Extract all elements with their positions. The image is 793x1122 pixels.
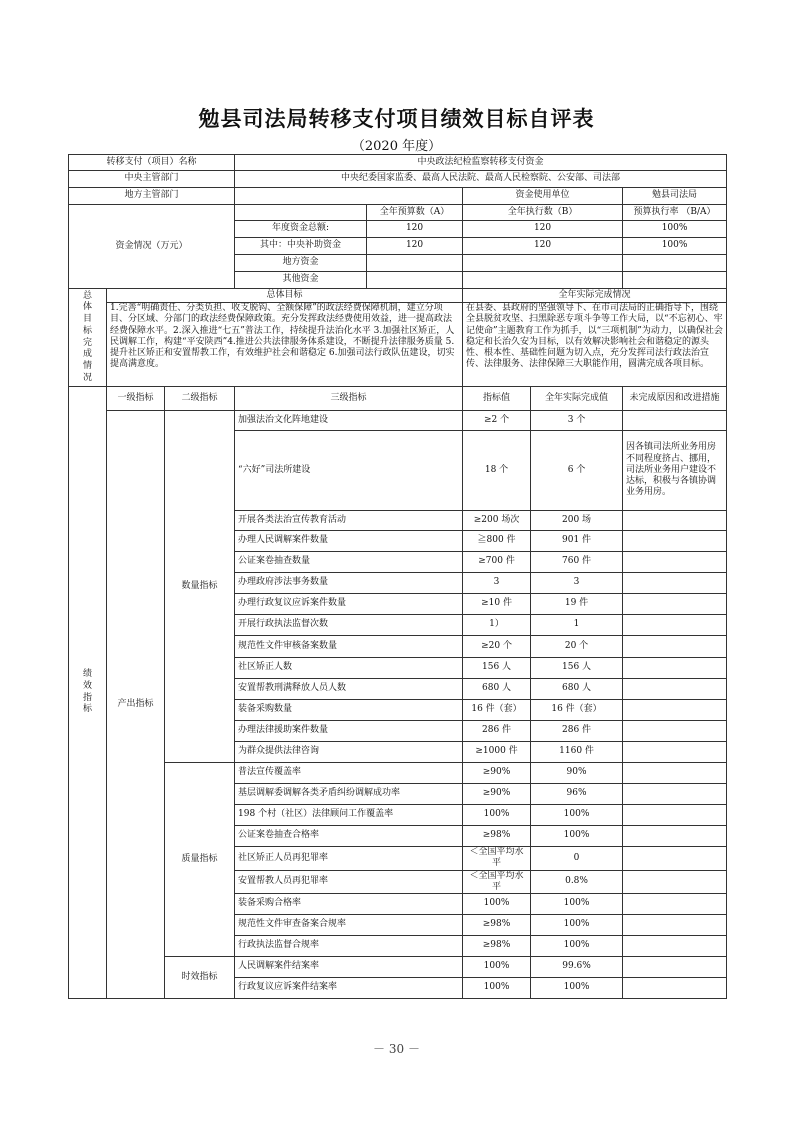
perf-header-l3: 三级指标 xyxy=(235,387,463,411)
indicator-target: ≥2 个 xyxy=(463,411,531,431)
indicator-target: ＜全国平均水平 xyxy=(463,847,531,871)
funds-row-b xyxy=(463,272,623,289)
perf-header-l1: 一级指标 xyxy=(107,387,165,411)
central-dept-value: 中央纪委国家监委、最高人民法院、最高人民检察院、公安部、司法部 xyxy=(235,171,727,188)
indicator-name: “六好”司法所建设 xyxy=(235,431,463,511)
indicator-target: 16 件（套） xyxy=(463,700,531,721)
indicator-reason xyxy=(623,870,727,894)
funds-row-b: 120 xyxy=(463,238,623,255)
indicator-actual: 100% xyxy=(531,978,623,999)
indicator-target: ≥90% xyxy=(463,784,531,805)
project-row xyxy=(69,155,727,171)
local-dept-label: 地方主管部门 xyxy=(69,188,235,205)
indicator-name: 装备采购数量 xyxy=(235,700,463,721)
indicator-reason xyxy=(623,957,727,978)
perf-label: 绩效指标 xyxy=(69,387,107,999)
indicator-reason xyxy=(623,763,727,784)
goals-header-row xyxy=(69,289,727,303)
indicator-reason xyxy=(623,531,727,552)
indicator-target: ≥98% xyxy=(463,915,531,936)
funds-row-a: 120 xyxy=(367,221,463,238)
perf-header-l2: 二级指标 xyxy=(165,387,235,411)
funds-header-rate: 预算执行率 （B/A） xyxy=(623,205,727,221)
indicator-actual: 100% xyxy=(531,894,623,915)
indicator-reason xyxy=(623,742,727,763)
indicator-row xyxy=(69,763,727,784)
indicator-reason xyxy=(623,978,727,999)
goals-actual-header: 全年实际完成情况 xyxy=(463,289,727,303)
indicator-actual: 3 xyxy=(531,573,623,594)
funds-row-rate: 100% xyxy=(623,238,727,255)
indicator-reason xyxy=(623,721,727,742)
indicator-name: 办理法律援助案件数量 xyxy=(235,721,463,742)
funds-row-a xyxy=(367,255,463,272)
l2-quantity-label: 数量指标 xyxy=(165,411,235,763)
goals-target-text: 1.完善“明确责任、分类负担、收支脱钩、全额保障”的政法经费保障机制，建立分项目、分区域、分部门的政法经费保障政策。充分发挥政法经费使用效益，进一提高政法经费保障水平。2.深入推进“七五”普法工作，持续提升法治化水平 3.加强社区矫正，人民调解工作，构建“平安陕西”4.推进公共法律服务体系建设，不断提升法律服务质量 5.提升社区矫正和安置帮教工作，有效维护社会和谐稳定 6.加强司法行政队伍建设，切实提高满意度。 xyxy=(107,303,463,387)
indicator-actual: 99.6% xyxy=(531,957,623,978)
goals-text-row xyxy=(69,303,727,387)
indicator-reason xyxy=(623,847,727,871)
project-value: 中央政法纪检监察转移支付资金 xyxy=(235,155,727,171)
page-subtitle: （2020 年度） xyxy=(351,139,442,154)
indicator-actual: 96% xyxy=(531,784,623,805)
funds-header-row xyxy=(69,205,727,221)
indicator-reason xyxy=(623,700,727,721)
indicator-target: ≥700 件 xyxy=(463,552,531,573)
page-number: － 30 － xyxy=(373,1042,420,1056)
perf-header-reason: 未完成原因和改进措施 xyxy=(623,387,727,411)
goals-label: 总体目标完成情况 xyxy=(69,289,107,387)
self-evaluation-table xyxy=(68,154,727,999)
indicator-name: 安置帮教人员再犯罪率 xyxy=(235,870,463,894)
indicator-target: 286 件 xyxy=(463,721,531,742)
indicator-name: 为群众提供法律咨询 xyxy=(235,742,463,763)
indicator-reason xyxy=(623,784,727,805)
indicator-name: 规范性文件审查备案合规率 xyxy=(235,915,463,936)
indicator-reason xyxy=(623,552,727,573)
local-dept-row xyxy=(69,188,727,205)
indicator-actual: 6 个 xyxy=(531,431,623,511)
indicator-name: 行政执法监督合规率 xyxy=(235,936,463,957)
user-unit-value: 勉县司法局 xyxy=(623,188,727,205)
indicator-name: 公证案卷抽查数量 xyxy=(235,552,463,573)
indicator-name: 行政复议应诉案件结案率 xyxy=(235,978,463,999)
funds-row-rate xyxy=(623,272,727,289)
indicator-target: ≥200 场次 xyxy=(463,511,531,531)
indicator-target: ≥90% xyxy=(463,763,531,784)
indicator-actual: 200 场 xyxy=(531,511,623,531)
l2-timeliness-label: 时效指标 xyxy=(165,957,235,999)
indicator-target: ≥20 个 xyxy=(463,636,531,658)
indicator-target: ≥1000 件 xyxy=(463,742,531,763)
indicator-name: 基层调解委调解各类矛盾纠纷调解成功率 xyxy=(235,784,463,805)
project-label: 转移支付（项目）名称 xyxy=(69,155,235,171)
indicator-actual: 760 件 xyxy=(531,552,623,573)
indicator-name: 装备采购合格率 xyxy=(235,894,463,915)
indicator-actual: 100% xyxy=(531,805,623,826)
indicator-reason: 因各镇司法所业务用房不同程度挤占、挪用，司法所业务用户建设不达标，积极与各镇协调业务用房。 xyxy=(623,431,727,511)
indicator-actual: 3 个 xyxy=(531,411,623,431)
local-dept-value xyxy=(235,188,463,205)
indicator-name: 办理政府涉法事务数量 xyxy=(235,573,463,594)
indicator-target: 680 人 xyxy=(463,679,531,700)
perf-header-actual: 全年实际完成值 xyxy=(531,387,623,411)
indicator-actual: 90% xyxy=(531,763,623,784)
indicator-name: 开展行政执法监督次数 xyxy=(235,615,463,636)
indicator-actual: 680 人 xyxy=(531,679,623,700)
indicator-name: 办理行政复议应诉案件数量 xyxy=(235,594,463,615)
indicator-reason xyxy=(623,411,727,431)
indicator-actual: 100% xyxy=(531,915,623,936)
goals-actual-text: 在县委、县政府的坚强领导下、在市司法局的正确指导下，围绕全县脱贫攻坚、扫黑除恶专项斗争等工作大局，以“不忘初心、牢记使命”主题教育工作为抓手，以“三项机制”为动力，以确保社会稳定和长治久安为目标，以有效解决影响社会和谐稳定的源头性、根本性、基础性问题为切入点，充分发挥司法行政法治宣传、法律服务、法律保障三大职能作用，圆满完成各项目标。 xyxy=(463,303,727,387)
user-unit-label: 资金使用单位 xyxy=(463,188,623,205)
indicator-row xyxy=(69,411,727,431)
indicator-actual: 16 件（套） xyxy=(531,700,623,721)
indicator-reason xyxy=(623,936,727,957)
indicator-target: ＜全国平均水平 xyxy=(463,870,531,894)
funds-row-label: 其他资金 xyxy=(235,272,367,289)
indicator-target: ≥98% xyxy=(463,936,531,957)
indicator-name: 公证案卷抽查合格率 xyxy=(235,826,463,847)
l1-output-label: 产出指标 xyxy=(107,411,165,999)
funds-row-label: 其中：中央补助资金 xyxy=(235,238,367,255)
perf-header-target: 指标值 xyxy=(463,387,531,411)
indicator-actual: 100% xyxy=(531,936,623,957)
indicator-name: 人民调解案件结案率 xyxy=(235,957,463,978)
indicator-actual: 20 个 xyxy=(531,636,623,658)
indicator-reason xyxy=(623,679,727,700)
indicator-target: 18 个 xyxy=(463,431,531,511)
indicator-target: ≥98% xyxy=(463,826,531,847)
indicator-actual: 0.8% xyxy=(531,870,623,894)
funds-header-blank xyxy=(235,205,367,221)
indicator-reason xyxy=(623,894,727,915)
funds-row-rate xyxy=(623,255,727,272)
indicator-name: 社区矫正人数 xyxy=(235,658,463,679)
funds-label: 资金情况（万元） xyxy=(69,205,235,289)
indicator-name: 加强法治文化阵地建设 xyxy=(235,411,463,431)
indicator-reason xyxy=(623,594,727,615)
indicator-target: ≥10 件 xyxy=(463,594,531,615)
indicator-name: 办理人民调解案件数量 xyxy=(235,531,463,552)
indicator-target: 100% xyxy=(463,957,531,978)
indicator-target: 156 人 xyxy=(463,658,531,679)
indicator-row xyxy=(69,957,727,978)
funds-row-label: 地方资金 xyxy=(235,255,367,272)
indicator-name: 规范性文件审核备案数量 xyxy=(235,636,463,658)
indicator-actual: 1 xyxy=(531,615,623,636)
perf-header-row xyxy=(69,387,727,411)
indicator-reason xyxy=(623,658,727,679)
indicator-name: 安置帮教刑满释放人员人数 xyxy=(235,679,463,700)
indicator-actual: 286 件 xyxy=(531,721,623,742)
indicator-name: 社区矫正人员再犯罪率 xyxy=(235,847,463,871)
indicator-reason xyxy=(623,573,727,594)
indicator-target: 3 xyxy=(463,573,531,594)
indicator-actual: 901 件 xyxy=(531,531,623,552)
indicator-actual: 156 人 xyxy=(531,658,623,679)
indicator-actual: 100% xyxy=(531,826,623,847)
funds-row-b: 120 xyxy=(463,221,623,238)
funds-row-rate: 100% xyxy=(623,221,727,238)
indicator-name: 普法宣传覆盖率 xyxy=(235,763,463,784)
indicator-name: 198 个村（社区）法律顾问工作覆盖率 xyxy=(235,805,463,826)
indicator-reason xyxy=(623,915,727,936)
funds-header-a: 全年预算数（A） xyxy=(367,205,463,221)
goals-target-header: 总体目标 xyxy=(107,289,463,303)
funds-header-b: 全年执行数（B） xyxy=(463,205,623,221)
indicator-target: 1） xyxy=(463,615,531,636)
indicator-target: 100% xyxy=(463,805,531,826)
funds-row-a: 120 xyxy=(367,238,463,255)
l2-quality-label: 质量指标 xyxy=(165,763,235,957)
indicator-reason xyxy=(623,615,727,636)
indicator-name: 开展各类法治宣传教育活动 xyxy=(235,511,463,531)
indicator-reason xyxy=(623,636,727,658)
indicator-target: 100% xyxy=(463,894,531,915)
central-dept-row xyxy=(69,171,727,188)
indicator-actual: 19 件 xyxy=(531,594,623,615)
central-dept-label: 中央主管部门 xyxy=(69,171,235,188)
indicator-target: ≧800 件 xyxy=(463,531,531,552)
indicator-actual: 0 xyxy=(531,847,623,871)
indicator-actual: 1160 件 xyxy=(531,742,623,763)
indicator-reason xyxy=(623,805,727,826)
funds-row-label: 年度资金总额: xyxy=(235,221,367,238)
indicator-reason xyxy=(623,826,727,847)
indicator-target: 100% xyxy=(463,978,531,999)
funds-row-a xyxy=(367,272,463,289)
indicator-reason xyxy=(623,511,727,531)
page-title: 勉县司法局转移支付项目绩效目标自评表 xyxy=(198,107,595,131)
funds-row-b xyxy=(463,255,623,272)
